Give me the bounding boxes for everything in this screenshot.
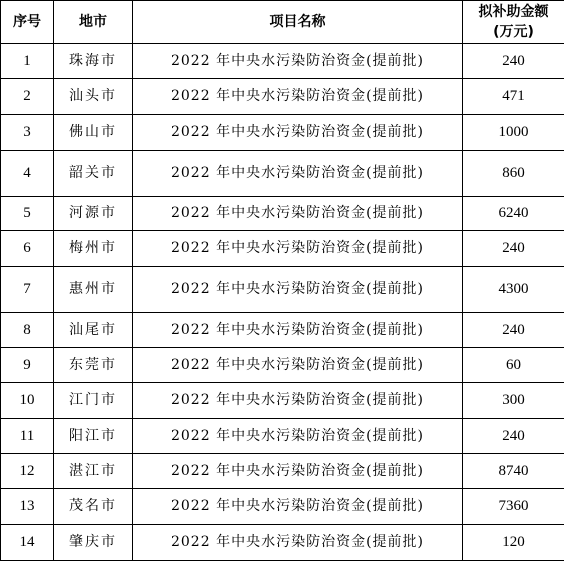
row-project: 2022 年中央水污染防治资金(提前批) [133, 489, 463, 525]
table-row [1, 454, 564, 489]
row-amount: 6240 [463, 197, 564, 231]
row-index: 2 [1, 79, 54, 115]
row-amount: 1000 [463, 115, 564, 151]
row-project: 2022 年中央水污染防治资金(提前批) [133, 348, 463, 383]
row-amount: 4300 [463, 267, 564, 313]
table-row [1, 419, 564, 454]
table-row [1, 197, 564, 231]
row-amount: 860 [463, 151, 564, 197]
row-project: 2022 年中央水污染防治资金(提前批) [133, 197, 463, 231]
row-city: 汕尾市 [54, 313, 133, 348]
row-amount: 240 [463, 313, 564, 348]
row-city: 汕头市 [54, 79, 133, 115]
row-amount: 300 [463, 383, 564, 419]
row-project: 2022 年中央水污染防治资金(提前批) [133, 151, 463, 197]
table-row [1, 313, 564, 348]
row-city: 肇庆市 [54, 525, 133, 561]
table-row [1, 231, 564, 267]
row-index: 9 [1, 348, 54, 383]
row-index: 11 [1, 419, 54, 454]
row-project: 2022 年中央水污染防治资金(提前批) [133, 419, 463, 454]
row-project: 2022 年中央水污染防治资金(提前批) [133, 454, 463, 489]
row-city: 珠海市 [54, 44, 133, 79]
row-project: 2022 年中央水污染防治资金(提前批) [133, 525, 463, 561]
row-project: 2022 年中央水污染防治资金(提前批) [133, 267, 463, 313]
row-project: 2022 年中央水污染防治资金(提前批) [133, 115, 463, 151]
header-city: 地市 [54, 1, 133, 44]
row-city: 佛山市 [54, 115, 133, 151]
row-index: 14 [1, 525, 54, 561]
row-city: 梅州市 [54, 231, 133, 267]
table-row [1, 489, 564, 525]
row-project: 2022 年中央水污染防治资金(提前批) [133, 44, 463, 79]
row-city: 阳江市 [54, 419, 133, 454]
table-row [1, 348, 564, 383]
header-amount-line1: 拟补助金额 [463, 2, 564, 22]
row-city: 江门市 [54, 383, 133, 419]
header-amount-unit: (万元) [463, 22, 564, 42]
row-project: 2022 年中央水污染防治资金(提前批) [133, 79, 463, 115]
row-index: 1 [1, 44, 54, 79]
row-index: 8 [1, 313, 54, 348]
row-index: 7 [1, 267, 54, 313]
row-amount: 240 [463, 44, 564, 79]
row-city: 惠州市 [54, 267, 133, 313]
row-amount: 7360 [463, 489, 564, 525]
row-index: 12 [1, 454, 54, 489]
row-city: 韶关市 [54, 151, 133, 197]
header-row [1, 1, 564, 44]
row-index: 5 [1, 197, 54, 231]
table-row [1, 79, 564, 115]
row-project: 2022 年中央水污染防治资金(提前批) [133, 231, 463, 267]
row-city: 河源市 [54, 197, 133, 231]
table-row [1, 525, 564, 561]
header-index: 序号 [1, 1, 54, 44]
row-project: 2022 年中央水污染防治资金(提前批) [133, 383, 463, 419]
header-project: 项目名称 [133, 1, 463, 44]
header-amount [463, 1, 564, 44]
row-city: 东莞市 [54, 348, 133, 383]
table-row [1, 383, 564, 419]
row-amount: 60 [463, 348, 564, 383]
row-amount: 8740 [463, 454, 564, 489]
row-project: 2022 年中央水污染防治资金(提前批) [133, 313, 463, 348]
row-city: 湛江市 [54, 454, 133, 489]
table-row [1, 44, 564, 79]
table-row [1, 115, 564, 151]
row-amount: 240 [463, 419, 564, 454]
row-amount: 240 [463, 231, 564, 267]
row-amount: 471 [463, 79, 564, 115]
table-row [1, 151, 564, 197]
row-index: 10 [1, 383, 54, 419]
row-index: 6 [1, 231, 54, 267]
row-index: 3 [1, 115, 54, 151]
row-index: 13 [1, 489, 54, 525]
table-row [1, 267, 564, 313]
row-city: 茂名市 [54, 489, 133, 525]
row-index: 4 [1, 151, 54, 197]
row-amount: 120 [463, 525, 564, 561]
